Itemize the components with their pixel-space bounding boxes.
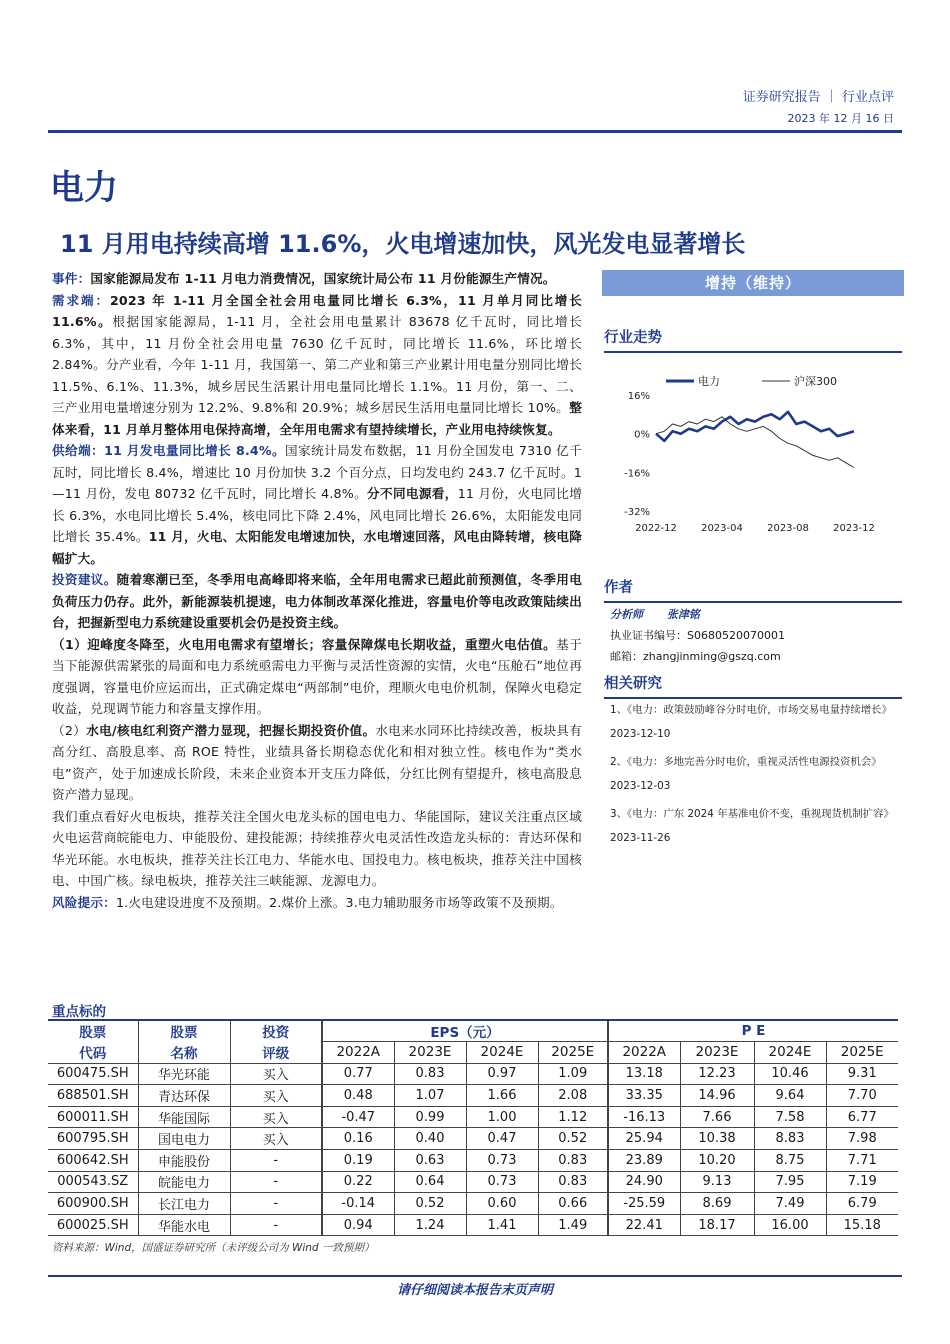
pe-year: 2022A [608, 1042, 680, 1064]
advice-label: 投资建议。 [52, 572, 117, 587]
y-tick-label: -32% [624, 507, 650, 518]
eps-2025e-cell: 0.66 [538, 1193, 608, 1215]
stock-name-cell: 皖能电力 [138, 1171, 230, 1193]
pe-2024e-cell: 7.95 [754, 1171, 826, 1193]
pe-2025e-cell: 15.18 [826, 1214, 898, 1236]
eps-2022a-cell: 0.48 [322, 1085, 394, 1107]
stock-name-cell: 国电电力 [138, 1128, 230, 1150]
point2-prefix: （2） [52, 722, 87, 738]
footer-divider [48, 1275, 902, 1277]
y-tick-label: -16% [624, 468, 650, 480]
key-table-title: 重点标的 [52, 1004, 106, 1020]
pe-2024e-cell: 7.49 [754, 1193, 826, 1215]
stock-code-cell: 000543.SZ [48, 1171, 138, 1193]
eps-2025e-cell: 0.52 [538, 1128, 608, 1150]
eps-2022a-cell: 0.94 [322, 1214, 394, 1236]
event-text: 国家能源局发布 1-11 月电力消费情况，国家统计局公布 11 月份能源生产情况。 [90, 271, 556, 286]
header-eps: EPS（元） [322, 1020, 608, 1042]
pe-2022a-cell: 24.90 [608, 1171, 680, 1193]
eps-2022a-cell: 0.16 [322, 1128, 394, 1150]
pe-2024e-cell: 10.46 [754, 1063, 826, 1085]
stock-name-cell: 申能股份 [138, 1150, 230, 1172]
eps-2024e-cell: 1.66 [466, 1085, 538, 1107]
stock-name-cell: 华能国际 [138, 1106, 230, 1128]
stock-name-cell: 华光环能 [138, 1063, 230, 1085]
event-paragraph [52, 268, 582, 290]
supply-paragraph [52, 440, 582, 569]
pe-2022a-cell: 13.18 [608, 1063, 680, 1085]
eps-2025e-cell: 1.49 [538, 1214, 608, 1236]
stock-rating-cell: 买入 [230, 1085, 322, 1107]
advice-paragraph [52, 569, 582, 634]
stock-name-cell: 长江电力 [138, 1193, 230, 1215]
report-headline: 11 月用电持续高增 11.6%，火电增速加快，风光发电显著增长 [60, 230, 746, 258]
pe-2023e-cell: 9.13 [680, 1171, 754, 1193]
pe-year: 2024E [754, 1042, 826, 1064]
header-pe: P E [608, 1020, 898, 1042]
report-type: 证券研究报告 ｜ 行业点评 [742, 90, 894, 105]
legend-label-hs300: 沪深300 [794, 375, 837, 388]
eps-year: 2022A [322, 1042, 394, 1064]
eps-2022a-cell: 0.77 [322, 1063, 394, 1085]
risk-paragraph [52, 892, 582, 914]
key-stocks-table [48, 1019, 898, 1236]
point1-bold: （1）迎峰度冬降至，火电用电需求有望增长；容量保障煤电长期收益，重塑火电估值。 [52, 636, 557, 652]
header-rating-1: 投资 [230, 1020, 322, 1042]
related-item[interactable]: 2、《电力：多地完善分时电价，重视灵活性电源投资机会》2023-12-03 [610, 756, 882, 792]
pe-2022a-cell: 25.94 [608, 1128, 680, 1150]
pe-2025e-cell: 9.31 [826, 1063, 898, 1085]
related-title: 相关研究 [604, 672, 902, 699]
stock-code-cell: 600795.SH [48, 1128, 138, 1150]
eps-2025e-cell: 1.12 [538, 1106, 608, 1128]
pe-2023e-cell: 14.96 [680, 1085, 754, 1107]
pe-2025e-cell: 6.79 [826, 1193, 898, 1215]
series-line-hs300 [656, 417, 854, 468]
related-item[interactable]: 3、《电力：广东 2024 年基准电价不变，重视现货机制扩容》2023-11-26 [610, 808, 894, 844]
eps-2022a-cell: -0.47 [322, 1106, 394, 1128]
eps-2025e-cell: 1.09 [538, 1063, 608, 1085]
eps-year: 2024E [466, 1042, 538, 1064]
stock-rating-cell: 买入 [230, 1128, 322, 1150]
pe-2024e-cell: 8.83 [754, 1128, 826, 1150]
x-tick-label: 2023-12 [833, 523, 875, 534]
pe-2024e-cell: 16.00 [754, 1214, 826, 1236]
eps-2025e-cell: 0.83 [538, 1150, 608, 1172]
focus-paragraph: 我们重点看好火电板块，推荐关注全国火电龙头标的国电电力、华能国际，建议关注重点区域火电运营商皖能电力、申能股份、建投能源；持续推荐火电灵活性改造龙头标的：青达环保和华光环能。水电板块，推荐关注长江电力、华能水电、国投电力。核电板块，推荐关注中国核电、中国广核。绿电板块，推荐关注三峡能源、龙源电力。 [52, 808, 582, 888]
table-row [48, 1193, 898, 1215]
eps-year: 2023E [394, 1042, 466, 1064]
eps-2024e-cell: 1.41 [466, 1214, 538, 1236]
source-note: 资料来源：Wind，国盛证券研究所（未评级公司为 Wind 一致预期） [52, 1242, 375, 1254]
point1-text: 基于当下能源供需紧张的局面和电力系统亟需电力平衡与灵活性资源的实情，火电“压舱石”地位再度强调，容量电价应运而出，正式确定煤电“两部制”电价，理顺火电电价机制，保障火电稳定收益，兑现调节能力和容量支撑作用。 [52, 636, 582, 716]
legend-label-power: 电力 [698, 375, 720, 388]
eps-2024e-cell: 0.47 [466, 1128, 538, 1150]
table-row [48, 1214, 898, 1236]
pe-2023e-cell: 10.20 [680, 1150, 754, 1172]
eps-2024e-cell: 0.73 [466, 1150, 538, 1172]
table-row [48, 1128, 898, 1150]
related-item[interactable]: 1、《电力：政策鼓励峰谷分时电价，市场交易电量持续增长》2023-12-10 [610, 704, 892, 740]
header-name-2: 名称 [138, 1042, 230, 1064]
stock-rating-cell: - [230, 1214, 322, 1236]
eps-2022a-cell: 0.22 [322, 1171, 394, 1193]
pe-2022a-cell: 23.89 [608, 1150, 680, 1172]
y-tick-label: 16% [627, 391, 650, 402]
pe-2025e-cell: 6.77 [826, 1106, 898, 1128]
pe-2022a-cell: -25.59 [608, 1193, 680, 1215]
point2-bold: 水电/核电红利资产潜力显现，把握长期投资价值。 [86, 722, 376, 738]
demand-label: 需求端： [52, 292, 110, 308]
header-rating-2: 评级 [230, 1042, 322, 1064]
author-section [610, 604, 902, 667]
event-label: 事件： [52, 271, 91, 286]
series-line-power [656, 412, 854, 441]
pe-2022a-cell: -16.13 [608, 1106, 680, 1128]
eps-2022a-cell: 0.19 [322, 1150, 394, 1172]
analyst-label: 分析师 [610, 608, 643, 621]
eps-2023e-cell: 0.40 [394, 1128, 466, 1150]
license-number: 执业证书编号：S0680520070001 [610, 629, 785, 642]
header-name-1: 股票 [138, 1020, 230, 1042]
rating-badge: 增持（维持） [602, 270, 904, 296]
table-row [48, 1171, 898, 1193]
table-row [48, 1150, 898, 1172]
analyst-name[interactable]: 张津铭 [666, 608, 700, 621]
stock-code-cell: 600900.SH [48, 1193, 138, 1215]
risk-label: 风险提示： [52, 894, 116, 910]
supply-text: 国家统计局发布数据，11 月份全国发电 7310 亿千瓦时，同比增长 8.4%，增速比 10 月份加快 3.2 个百分点，日均发电约 243.7 亿千瓦时。1—11 月份，发电 80732 亿千瓦时，同比增长 4.8%。 [52, 443, 582, 501]
table-row [48, 1106, 898, 1128]
pe-2023e-cell: 18.17 [680, 1214, 754, 1236]
x-tick-label: 2022-12 [635, 523, 677, 534]
pe-2023e-cell: 12.23 [680, 1063, 754, 1085]
main-body [52, 268, 582, 913]
pe-year: 2025E [826, 1042, 898, 1064]
stock-code-cell: 600011.SH [48, 1106, 138, 1128]
eps-2023e-cell: 0.64 [394, 1171, 466, 1193]
pe-2023e-cell: 8.69 [680, 1193, 754, 1215]
x-tick-label: 2023-04 [701, 523, 743, 534]
header-divider [48, 130, 902, 133]
table-row [48, 1085, 898, 1107]
eps-2023e-cell: 1.24 [394, 1214, 466, 1236]
industry-trend-chart [604, 365, 902, 537]
supply-bold: 11 月发电量同比增长 8.4%。 [104, 443, 285, 458]
stock-code-cell: 688501.SH [48, 1085, 138, 1107]
stock-name-cell: 青达环保 [138, 1085, 230, 1107]
stock-rating-cell: 买入 [230, 1106, 322, 1128]
stock-code-cell: 600025.SH [48, 1214, 138, 1236]
demand-paragraph [52, 290, 582, 441]
pe-2024e-cell: 8.75 [754, 1150, 826, 1172]
risk-text: 1.火电建设进度不及预期。2.煤价上涨。3.电力辅助服务市场等政策不及预期。 [115, 894, 563, 910]
supply-label: 供给端： [52, 443, 105, 458]
stock-rating-cell: - [230, 1193, 322, 1215]
related-list [610, 698, 902, 854]
eps-2023e-cell: 0.52 [394, 1193, 466, 1215]
demand-conclusion: 整体来看，11 月单月整体用电保持高增，全年用电需求有望持续增长，产业用电持续恢复。 [52, 400, 582, 437]
eps-2024e-cell: 0.60 [466, 1193, 538, 1215]
pe-year: 2023E [680, 1042, 754, 1064]
footer-disclaimer: 请仔细阅读本报告末页声明 [396, 1283, 553, 1298]
stock-name-cell: 华能水电 [138, 1214, 230, 1236]
pe-2025e-cell: 7.70 [826, 1085, 898, 1107]
trend-title: 行业走势 [604, 326, 902, 353]
eps-2023e-cell: 1.07 [394, 1085, 466, 1107]
demand-text: 根据国家能源局，1-11 月，全社会用电量累计 83678 亿千瓦时，同比增长 6.3%，其中，11 月份全社会用电量 7630 亿千瓦时，同比增长 11.6%，环比增长 2.84%。分产业看，今年 1-11 月，我国第一、第二产业和第三产业累计用电量分别同比增长 11.5%、6.1%、11.3%，城乡居民生活累计用电量同比增长 1.1%。11 月份，第一、二、三产业用电量增速分别为 12.2%、9.8%和 20.9%；城乡居民生活用电量同比增长 10%。 [52, 314, 582, 415]
supply-conclusion: 11 月，火电、太阳能发电增速加快，水电增速回落，风电由降转增，核电降幅扩大。 [52, 529, 582, 566]
sector-title: 电力 [50, 168, 118, 208]
eps-2024e-cell: 0.73 [466, 1171, 538, 1193]
header-code-2: 代码 [79, 1046, 107, 1063]
eps-2025e-cell: 0.83 [538, 1171, 608, 1193]
y-tick-label: 0% [634, 429, 650, 441]
pe-2023e-cell: 7.66 [680, 1106, 754, 1128]
stock-code-cell: 600475.SH [48, 1063, 138, 1085]
analyst-row [610, 604, 902, 625]
stock-code-cell: 600642.SH [48, 1150, 138, 1172]
advice-text: 随着寒潮已至，冬季用电高峰即将来临，全年用电需求已超此前预测值，冬季用电负荷压力仍存。此外，新能源装机提速，电力体制改革深化推进，容量电价等电改政策陆续出台，把握新型电力系统建设重要机会仍是投资主线。 [52, 572, 583, 630]
stock-rating-cell: 买入 [230, 1063, 322, 1085]
author-title: 作者 [604, 576, 902, 603]
point2-text: 水电来水同环比持续改善，板块具有高分红、高股息率、高 ROE 特性，业绩具备长期稳态优化和相对独立性。核电作为“类水电”资产，处于加速成长阶段，未来企业资本开支压力降低，分红比例有望提升，核电高股息资产潜力显现。 [52, 722, 583, 802]
eps-2023e-cell: 0.99 [394, 1106, 466, 1128]
eps-2023e-cell: 0.83 [394, 1063, 466, 1085]
eps-2025e-cell: 2.08 [538, 1085, 608, 1107]
pe-2024e-cell: 9.64 [754, 1085, 826, 1107]
pe-2025e-cell: 7.19 [826, 1171, 898, 1193]
pe-2022a-cell: 22.41 [608, 1214, 680, 1236]
pe-2025e-cell: 7.98 [826, 1128, 898, 1150]
pe-2022a-cell: 33.35 [608, 1085, 680, 1107]
supply-bold2: 分不同电源看， [367, 486, 458, 501]
x-tick-label: 2023-08 [767, 523, 809, 534]
pe-2025e-cell: 7.71 [826, 1150, 898, 1172]
eps-2024e-cell: 1.00 [466, 1106, 538, 1128]
email[interactable]: 邮箱：zhangjinming@gszq.com [610, 650, 781, 663]
point1-paragraph [52, 634, 582, 720]
eps-2023e-cell: 0.63 [394, 1150, 466, 1172]
pe-2023e-cell: 10.38 [680, 1128, 754, 1150]
eps-year: 2025E [538, 1042, 608, 1064]
table-row [48, 1063, 898, 1085]
header-code-1: 股票 [48, 1020, 138, 1042]
supply-text2: 11 月份，火电同比增长 6.3%，水电同比增长 5.4%，核电同比下降 2.4%，风电同比增长 26.6%，太阳能发电同比增长 35.4%。 [52, 486, 582, 544]
eps-2024e-cell: 0.97 [466, 1063, 538, 1085]
demand-bold: 2023 年 1-11 月全国全社会用电量同比增长 6.3%，11 月单月同比增长 11.6%。 [52, 292, 582, 329]
eps-2022a-cell: -0.14 [322, 1193, 394, 1215]
pe-2024e-cell: 7.58 [754, 1106, 826, 1128]
report-date: 2023 年 12 月 16 日 [787, 112, 894, 125]
point2-paragraph [52, 720, 582, 806]
stock-rating-cell: - [230, 1150, 322, 1172]
stock-rating-cell: - [230, 1171, 322, 1193]
